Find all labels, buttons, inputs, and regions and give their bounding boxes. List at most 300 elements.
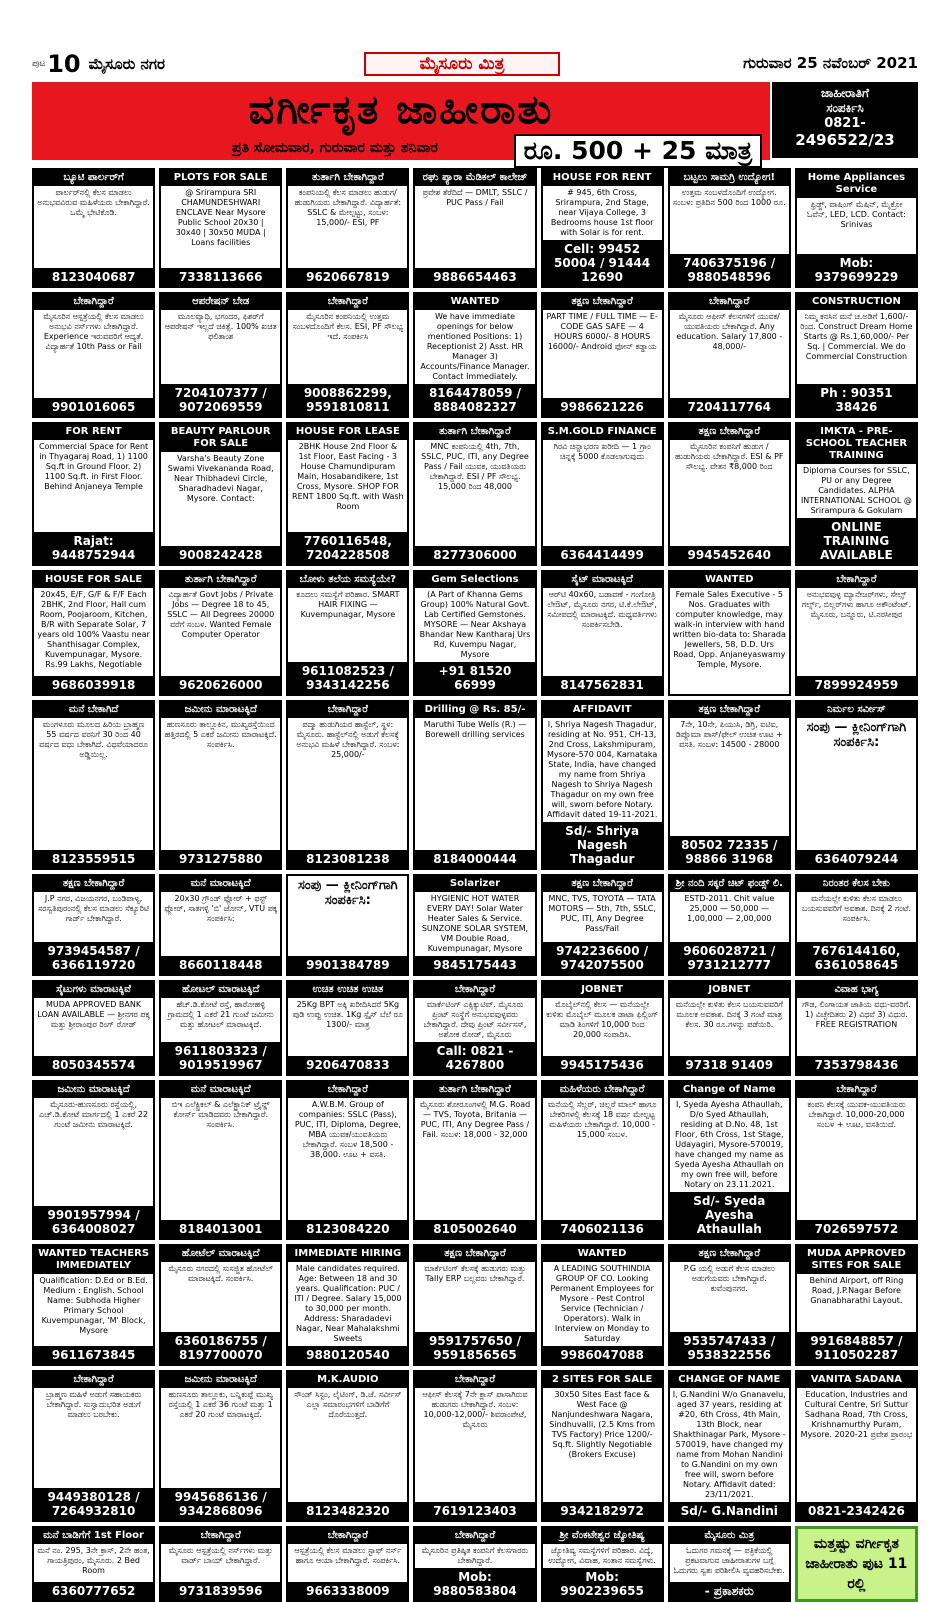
ad-title: ಮನೆ ಮಾರಾಟಕ್ಕಿದೆ: [161, 876, 280, 892]
classified-ad: [668, 570, 791, 696]
classified-ad: [795, 570, 918, 696]
ad-phone: 7026597572: [797, 1220, 916, 1238]
classified-ad: [32, 1526, 155, 1602]
ad-body: ಪದ್ಮಾ ಹುಡುಗಿಯರ ಹಾಸ್ಟೆಲ್, ಸ್ಥಳ: ಮೈಸೂರು. ಹಾಸ್ಟೆಲ್‌ನಲ್ಲಿ ಅಡುಗೆ ಕೆಲಸಕ್ಕೆ ಅನುಭವಿ ಮಹಿಳೆ ಬೇಕಾಗಿದ್ದಾರೆ. ಸಂಬಳ: 25,000/-: [296, 720, 400, 759]
ad-body: ಮೈಸೂರು ನಗರದಲ್ಲಿ ಸುಸಜ್ಜಿತ ಹೋಟೆಲ್ ಮಾರಾಟಕ್ಕಿದೆ. ಸಂಪರ್ಕಿಸಿ.: [168, 1264, 273, 1283]
ad-body: @ Srirampura SRI CHAMUNDESHWARI ENCLAVE Near Mysore Public School 20x30 | 30x40 | 30x50 MUDA | Loans facilities: [175, 188, 266, 247]
classified-ad: [541, 1370, 664, 1522]
ad-phone: 7899924959: [797, 676, 916, 694]
ad-title: ಬೇಕಾಗಿದ್ದಾರೆ: [415, 1528, 534, 1544]
ad-phone: 9620667819: [288, 268, 407, 286]
ad-body: ಹೆಚ್.ಡಿ.ಕೋಟೆ ರಸ್ತೆ, ಹಾರೋಹಳ್ಳಿ ಗ್ರಾಮದಲ್ಲಿ 1 ಎಕರೆ 21 ಗುಂಟೆ ಜಮೀನು ಮತ್ತು ಹೋಟಲ್ ಮಾರಾಟಕ್ಕಿದೆ.: [167, 1000, 274, 1029]
ad-title: ಜಮೀನು ಮಾರಾಟಕ್ಕಿದೆ: [34, 1082, 153, 1098]
ad-phone: Mob: 9902239655: [543, 1568, 662, 1600]
classified-ad: [668, 980, 791, 1076]
ad-title: ಮಹಿಳೆಯರು ಬೇಕಾಗಿದ್ದಾರೆ: [543, 1082, 662, 1098]
ad-body: I, Syeda Ayesha Athaullah, D/o Syed Athaullah, residing at D.No. 48, 1st Floor, 6th Cross, 1st Stage, Udayagiri, Mysore-570019, have changed my name as Syeda Ayesha Athaullah on my own free will, before Notary on 23.11.2021.: [674, 1100, 784, 1189]
ad-body: # 945, 6th Cross, Srirampura, 2nd Stage, near Vijaya College, 3 Bedrooms house 1st floor with Solar is for rent.: [550, 188, 654, 237]
ad-phone: Sd/- Shriya Nagesh Thagadur: [543, 822, 662, 868]
ad-body: ಆಸ್ಪತ್ರೆಯಲ್ಲಿ ಕೆಲಸ ಮಾಡಲು ಸ್ಟಾಫ್ ನರ್ಸ್ ಹಾಗೂ ಆಯಾ ಬೇಕಾಗಿದ್ದಾರೆ. ಸಂಪರ್ಕಿಸಿ.: [294, 1546, 402, 1565]
ad-body: ಕಂಪನಿಯಲ್ಲಿ ಕೆಲಸ ಮಾಡಲು ಹುಡುಗ/ಹುಡುಗಿಯರು ಬೇಕಾಗಿದ್ದಾರೆ. ವಿದ್ಯಾರ್ಹತೆ: SSLC & ಮೇಲ್ಪಟ್ಟು, ಸಂಬಳ: 15,000/- ESI, PF: [294, 188, 402, 227]
ad-title: BEAUTY PARLOUR FOR SALE: [161, 424, 280, 452]
ad-title: CHANGE OF NAME: [670, 1372, 789, 1388]
ad-body: MNC ಕಂಪನಿಯಲ್ಲಿ 4th, 7th, SSLC, PUC, ITI, any Degree Pass / Fail ಯುವಕ, ಯುವತಿಯರು ಬೇಕಾಗಿದ್ದಾರೆ. ESI / PF ಸೌಲಭ್ಯ. 15,000 ರಿಂದ 48,000: [421, 442, 529, 491]
classified-ad: [32, 700, 155, 870]
ad-title: ಸೈಟುಗಳು ಮಾರಾಟಕ್ಕಿವೆ: [34, 982, 153, 998]
ad-phone: 6364079244: [797, 850, 916, 868]
ad-body: ಮೈಸೂರು ಶೋರೂಂಗಳಲ್ಲಿ M.G. Road — TVS, Toyota, Britania — PUC, ITI, Any Degree Pass / Fail. ಸಂಬಳ: 18,000 - 32,000: [419, 1100, 531, 1139]
ad-title: ಬೇಕಾಗಿದ್ದಾರೆ: [797, 1082, 916, 1098]
ad-phone: 9945175436: [543, 1056, 662, 1074]
ad-body: ಮನೆ ನಂ. 295, 3ನೇ ಕ್ರಾಸ್, 2ನೇ ಹಂತ, ಗಾಯತ್ರಿಪುರಂ, ಮೈಸೂರು. 2 Bed Room: [37, 1546, 150, 1575]
classified-ad: [286, 1080, 409, 1240]
ad-body: ಮೈಸೂರು-ಹುಣಸೂರು ರಸ್ತೆಯಲ್ಲಿ, ಎಚ್.ಡಿ.ಕೋಟೆ ಮಾರ್ಗದಲ್ಲಿ 1 ಎಕರೆ 22 ಗುಂಟೆ ಜಮೀನು ಮಾರಾಟಕ್ಕಿದೆ.: [39, 1100, 149, 1129]
classified-ad: [32, 292, 155, 418]
ad-title: ವಿವಾಹ ಭಾಗ್ಯ: [797, 982, 916, 998]
ad-title: ತುರ್ತಾಗಿ ಬೇಕಾಗಿದ್ದಾರೆ: [161, 572, 280, 588]
ad-title: Solarizer: [415, 876, 534, 892]
ad-title: ಬೇಕಾಗಿದ್ದಾರೆ: [34, 1372, 153, 1388]
ad-title: ಮನೆ ಬೇಕಾಗಿದೆ: [34, 702, 153, 718]
ad-phone: 9591757650 / 9591856565: [415, 1332, 534, 1364]
ad-title: S.M.GOLD FINANCE: [543, 424, 662, 440]
ad-body: ಸೌಂಡ್ ಸಿಸ್ಟಂ, ಲೈಟಿಂಗ್, ಡಿ.ಜೆ. ಸರ್ವೀಸ್ ಎಲ್ಲಾ ಸಮಾರಂಭಗಳಿಗೆ ಬಾಡಿಗೆಗೆ ದೊರೆಯುತ್ತದೆ.: [294, 1390, 402, 1419]
ad-phone: 9611673845: [34, 1346, 153, 1364]
classified-ad: [413, 874, 536, 976]
ad-title: HOUSE FOR RENT: [543, 170, 662, 186]
ad-phone: Sd/- Syeda Ayesha Athaullah: [670, 1192, 789, 1238]
ad-title: Gem Selections: [415, 572, 534, 588]
ad-body: ಓದುಗರ ಗಮನಕ್ಕೆ — ಪತ್ರಿಕೆಯಲ್ಲಿ ಪ್ರಕಟವಾಗುವ ಜಾಹೀರಾತುಗಳ ಬಗ್ಗೆ ಓದುಗರು ಸ್ವತಃ ಪರಿಶೀಲಿಸಿ ವ್ಯವಹರಿಸಬೇಕು.: [673, 1546, 785, 1575]
ad-body: ಮನೆಯಲ್ಲಿ ಸೆಲ್ಲರ್, ಚಿಲ್ಲರೆ ಮಾಲ್ ಹಾಗೂ ಬೇಕರಿಗಳಲ್ಲಿ ಕೆಲಸಕ್ಕೆ 18 ವರ್ಷ ಮೇಲ್ಪಟ್ಟ ಮಹಿಳೆಯರು ಬೇಕಾಗಿದ್ದಾರೆ. 10,000 - 15,000 ಸಂಬಳ.: [547, 1100, 657, 1139]
ad-title: ಬೇಕಾಗಿದ್ದಾರೆ: [415, 1372, 534, 1388]
classified-ad: [32, 422, 155, 566]
ad-contact-box: [772, 82, 918, 158]
ad-phone: 9886654463: [415, 268, 534, 286]
ad-body: ಉತ್ತಮ ಸಂಬಳದೊಂದಿಗೆ ಉದ್ಯೋಗ. ಸಂಬಳ: ಪ್ರತಿದಿನ 500 ರಿಂದ 1000 ರೂ.: [672, 188, 786, 207]
ad-title: ಬೇಕಾಗಿದ್ದಾರೆ: [288, 294, 407, 310]
ad-phone: Mob: 9880583804: [415, 1568, 534, 1600]
classified-ad: [413, 570, 536, 696]
ad-body: ಜ್ಯೋತಿಷ್ಯ ಸಮಸ್ಯೆಗಳಿಗೆ ಪರಿಹಾರ. ವಿದ್ಯೆ, ಉದ್ಯೋಗ, ವಿವಾಹ, ಸಂತಾನ ಸಮಸ್ಯೆಗಳು.: [548, 1546, 656, 1565]
ad-title: ಆಪರೇಷನ್ ಬೇಡ: [161, 294, 280, 310]
ad-phone: 6360777652: [34, 1582, 153, 1600]
classified-ad: [413, 1244, 536, 1366]
ad-body: ಹುಣಸೂರು ತಾಲ್ಲೂಕು, ಬನ್ನಿಕುಪ್ಪೆ ಮುಖ್ಯ ರಸ್ತೆಯಲ್ಲಿ 1 ಎಕರೆ 36 ಗುಂಟೆ ಮತ್ತು 1 ಎಕರೆ 20 ಗುಂಟೆ ಮಾರಾಟಕ್ಕಿದೆ.: [168, 1390, 274, 1419]
ad-title: ಬೇಕಾಗಿದ್ದಾರೆ: [670, 294, 789, 310]
ad-title: ರಘು ಪ್ಯಾರಾ ಮೆಡಿಕಲ್ ಕಾಲೇಜ್: [415, 170, 534, 186]
ad-title: ತಕ್ಷಣ ಬೇಕಾಗಿದ್ದಾರೆ: [543, 294, 662, 310]
ad-body: ಮನೆಯಲ್ಲೇ ಕುಳಿತು ಕೆಲಸ ಮಾಡಲು ಬಯಸುವವರಿಗೆ ಅವಕಾಶ. ದಿನಕ್ಕೆ 2 ಗಂಟೆ. ಸಂಪರ್ಕಿಸಿ.: [801, 894, 912, 923]
ad-title: ಹೋಟಲ್ ಮಾರಾಟಕ್ಕಿದೆ: [161, 982, 280, 998]
ad-body: 20x30 ಗ್ರೌಂಡ್ ಫ್ಲೋರ್ + ಫಸ್ಟ್ ಫ್ಲೋರ್, ಸಾತಗಳ್ಳಿ 'ಬಿ' ಜೋನ್, VTU ಪಕ್ಕ ಸಂಪರ್ಕಿಸಿ:: [164, 894, 278, 923]
ad-title: ತಕ್ಷಣ ಬೇಕಾಗಿದ್ದಾರೆ: [34, 876, 153, 892]
ad-title: ಬೇಕಾಗಿದ್ದಾರೆ: [161, 1528, 280, 1544]
classified-ad: [668, 1080, 791, 1240]
issue-date: ಗುರುವಾರ 25 ನವೆಂಬರ್ 2021: [743, 54, 918, 72]
ad-body: ಸಂಪು — ಕ್ಲೀನಿಂಗ್‌ಗಾಗಿ ಸಂಪರ್ಕಿಸಿ:: [806, 720, 907, 750]
ad-phone: 9535747433 / 9538322556: [670, 1332, 789, 1364]
ad-body: ಮೈಸೂರಿನ ಕಂಪನಿಯಲ್ಲಿ ಉತ್ತಮ ಸಂಬಳದೊಂದಿಗೆ ಕೆಲಸ. ESI, PF ಸೌಲಭ್ಯ ಇದೆ. ಸಂಪರ್ಕಿಸಿ: [292, 312, 404, 341]
ad-title: PLOTS FOR SALE: [161, 170, 280, 186]
ad-phone: 7619123403: [415, 1502, 534, 1520]
ad-body: ಪಾರ್ಲರ್‌ನಲ್ಲಿ ಕೆಲಸ ಮಾಡಲು ಅನುಭವವಿರುವ ಮಹಿಳೆಯರು ಬೇಕಾಗಿದ್ದಾರೆ. ಒಮ್ಮೆ ಭೇಟಿಕೊಡಿ.: [37, 188, 150, 217]
ad-title: ತಕ್ಷಣ ಬೇಕಾಗಿದ್ದಾರೆ: [670, 424, 789, 440]
classified-ad: [668, 700, 791, 870]
ad-phone: 7760116548, 7204228508: [288, 532, 407, 564]
classified-ad: [32, 1244, 155, 1366]
ad-body: ನಿಮ್ಮ ಕನಸಿನ ಮನೆ ಚ.ಅಡಿಗೆ 1,600/- ರಿಂದ. Construct Dream Home Starts @ Rs.1,60,000/- Per Sq. | Commercial. We do Commercial Construction: [800, 312, 913, 361]
ad-phone: 80502 72335 / 98866 31968: [670, 836, 789, 868]
ad-phone: 7676144160, 6361058645: [797, 942, 916, 974]
classified-ad: [541, 422, 664, 566]
classified-ad: [32, 874, 155, 976]
ad-phone: 9686039918: [34, 676, 153, 694]
ad-title: ಬೇಕಾಗಿದ್ದಾರೆ: [34, 294, 153, 310]
ad-phone: 9945452640: [670, 546, 789, 564]
ad-body: ಅನುಭವವುಳ್ಳ ಮ್ಯಾನೇಜರ್‌ಗಳು, ಸೇಲ್ಸ್ ಗರ್ಲ್ಸ್, ಬಿಲ್ಲರ್‌ಗಳು ಹಾಗೂ ಅಕೌಂಟೆಂಟ್. ಮೈಸೂರು, ಬನ್ನೂರು, ಟಿ.ನರಸೀಪುರ: [801, 590, 912, 619]
ad-phone: 8660118448: [161, 956, 280, 974]
classified-ad: [541, 1244, 664, 1366]
classified-ad: [413, 168, 536, 288]
ad-body: Commercial Space for Rent in Thyagaraj Road, 1) 1100 Sq.ft in Ground Floor. 2) 1100 Sq.ft. in First Floor. Behind Anjaneya Temple: [38, 442, 149, 491]
ad-title: ತುರ್ತಾಗಿ ಬೇಕಾಗಿದ್ದಾರೆ: [415, 424, 534, 440]
ad-body: ಮಾರ್ಕೆಟಿಂಗ್ ಕೆಲಸಕ್ಕೆ ಹುಡುಗರು ಮತ್ತು Tally ERP ಬಲ್ಲವರು ಬೇಕಾಗಿದ್ದಾರೆ.: [424, 1264, 526, 1283]
ad-phone: 7406375196 / 9880548596: [670, 254, 789, 286]
ad-title: WANTED TEACHERS IMMEDIATELY: [34, 1246, 153, 1274]
ad-body: 30x50 Sites East face & West Face @ Nanjundeshwara Nagara, Sindhuvalli, (2.5 Kms from TVS Factory) Price 1200/-Sq.ft. Slightly Negotiable (Brokers Excuse): [549, 1390, 655, 1459]
classified-ad: [795, 1244, 918, 1366]
classified-ad: [413, 292, 536, 418]
banner-days: ಪ್ರತಿ ಸೋಮವಾರ, ಗುರುವಾರ ಮತ್ತು ಶನಿವಾರ: [232, 140, 438, 156]
ad-phone: Call: 0821 - 4267800: [415, 1042, 534, 1074]
ad-title: Change of Name: [670, 1082, 789, 1098]
ad-phone: 8184000444: [415, 850, 534, 868]
classified-ad: [413, 980, 536, 1076]
ad-body: PART TIME / FULL TIME — E-CODE GAS SAFE — 4 HOURS 6000/- 8 HOURS 16000/- Android ಫೋನ್ ಕಡ್ಡಾಯ: [546, 312, 658, 351]
classified-ad: [159, 1370, 282, 1522]
ad-body: 20x45, E/F, G/F & F/F Each 2BHK, 2nd Floor, Hall cum Room, Poojaroom, Kitchen, B/R with Separate Solar, 7 years old 100% Vaastu near Shanthisagar Complex, Kuvempunagar, Mysore. Rs.99 Lakhs, Negotiable: [37, 590, 150, 669]
ad-body: J.P ನಗರ, ವಿಜಯನಗರ, ಬಂಡಿಪಾಳ್ಯ, ಸರಸ್ವತಿಪುರಂನಲ್ಲಿ ಕೆಲಸ ಮಾಡಲು ಸೆಕ್ಯೂರಿಟಿ ಗಾರ್ಡ್ ಬೇಕಾಗಿದ್ದಾರೆ.: [38, 894, 150, 923]
ad-phone: 9916848857 / 9110502287: [797, 1332, 916, 1364]
classified-ad: [541, 700, 664, 870]
classified-ad: [413, 700, 536, 870]
ad-title: WANTED: [543, 1246, 662, 1262]
ad-phone: 0821-2342426: [797, 1502, 916, 1520]
ad-body: ಮೈಸೂರಿನ ಕಂಪನಿಗೆ ಹುಡುಗ / ಹುಡುಗಿಯರು ಬೇಕಾಗಿದ್ದಾರೆ. ESI & PF ಸೌಲಭ್ಯ. ವೇತನ ₹8,000 ರಿಂದ: [675, 442, 784, 471]
ad-phone: 7204117764: [670, 398, 789, 416]
ad-phone: 8164478059 / 8884082327: [415, 384, 534, 416]
ad-phone: 8105002640: [415, 1220, 534, 1238]
ad-body: ಫ್ರಿಡ್ಜ್, ವಾಷಿಂಗ್ ಮೆಷಿನ್, ಮೈಕ್ರೋ ಓವೆನ್, LED, LCD. Contact: Srinivas: [807, 200, 906, 229]
page-number-box: [32, 50, 165, 78]
classified-ad: [668, 1526, 791, 1602]
classified-ad: [159, 700, 282, 870]
ad-title: ತುರ್ತಾಗಿ ಬೇಕಾಗಿದ್ದಾರೆ: [415, 1082, 534, 1098]
classified-ad: [159, 422, 282, 566]
classified-ad: [159, 1244, 282, 1366]
ad-phone: Mob: 9379699229: [797, 254, 916, 286]
contact-phone: 2496522/23: [795, 131, 895, 149]
classified-ad: [541, 980, 664, 1076]
classified-ad: [413, 1370, 536, 1522]
ad-phone: Rajat: 9448752944: [34, 532, 153, 564]
ad-body: ಆರ್‌ಟಿ 40x60, ಬಡಾವಣೆ - ಗಂಗೋತ್ರಿ ಲೇಔಟ್, ಮೈಸೂರು ನಗರ, ಟಿ.ಕೆ.ಲೇಔಟ್, ಸಮೀಪದಲ್ಲಿ ಮಾರಾಟಕ್ಕಿದೆ. ಮಧ್ಯವರ್ತಿಗಳು ಸಂಪರ್ಕಿಸಬೇಡಿ.: [547, 590, 657, 629]
ad-body: ಮನೆಯಲ್ಲೇ ಕುಳಿತು ಕೆಲಸ ಬಯಸುವವರಿಗೆ ಮೂಲಕ ಅವಕಾಶ. ದಿನಕ್ಕೆ 3 ಗಂಟೆ ಮಾತ್ರ ಕೆಲಸ. 30 ರೂ.ಗಳನ್ನು ಪಡೆಯಿರಿ.: [675, 1000, 783, 1029]
ad-body: ಪ್ರವೇಶ ತೆರೆದಿದೆ — DMLT, SSLC / PUC Pass / Fail: [422, 188, 528, 207]
ad-body: Education, Industries and Cultural Centre, Sri Suttur Sadhana Road, 7th Cross, Krishnamurthy Puram, Mysore. 2020-21 ಪ್ರವೇಶ ಪ್ರಾರಂಭ: [800, 1390, 913, 1439]
ad-body: ಸಂಪು — ಕ್ಲೀನಿಂಗ್‌ಗಾಗಿ ಸಂಪರ್ಕಿಸಿ:: [298, 878, 398, 908]
classified-ad: [159, 1526, 282, 1602]
ad-title: 2 SITES FOR SALE: [543, 1372, 662, 1388]
ad-phone: 9731839596: [161, 1582, 280, 1600]
ad-body: ಮೂಲವ್ಯಾಧಿ, ಭಗಂದರ, ಫಿಶರ್‌ಗೆ ಆಪರೇಷನ್ ಇಲ್ಲದೆ ಚಿಕಿತ್ಸೆ. 100% ಖಚಿತ ಫಲಿತಾಂಶ: [164, 312, 277, 341]
ad-title: ಜಮೀನು ಮಾರಾಟಕ್ಕಿದೆ: [161, 1372, 280, 1388]
ad-phone: Cell: 99452 50004 / 91444 12690: [543, 240, 662, 286]
ad-phone: 9986047088: [543, 1346, 662, 1364]
classified-ad: [795, 1370, 918, 1522]
ad-phone: 9008242428: [161, 546, 280, 564]
ad-body: ಕಂಪನಿ ಕೆಲಸಕ್ಕೆ ಯುವಕ-ಯುವತಿಯರು ಬೇಕಾಗಿದ್ದಾರೆ. 10,000-20,000 ಸಂಬಳ + ಊಟ, ವಸತಿಯಿದೆ.: [807, 1100, 906, 1129]
page-header: [32, 50, 918, 80]
ad-phone: 97318 91409: [670, 1056, 789, 1074]
ad-title: ಬೇಕಾಗಿದ್ದಾರೆ: [288, 1082, 407, 1098]
ad-phone: 8277306000: [415, 546, 534, 564]
ad-phone: 9606028721 / 9731212777: [670, 942, 789, 974]
ad-body: ಗಿರವಿ ಚಿನ್ನಾಭರಣ ಖರೀದಿ — 1 ಗ್ರಾಂ ಚಿನ್ನಕ್ಕೆ 5000 ಕೊಡಲಾಗುವುದು: [553, 442, 651, 461]
ad-phone: 7353798436: [797, 1056, 916, 1074]
classified-ad: [32, 1370, 155, 1522]
classified-ad: [541, 1526, 664, 1602]
ad-body: (A Part of Khanna Gems Group) 100% Natural Govt. Lab Certified Gemstones. MYSORE — Near Akshaya Bhandar New Kantharaj Urs Rd, Kuvempu Nagar, Mysore: [419, 590, 531, 659]
classified-banner: [32, 82, 770, 165]
ad-body: ESTD-2011. Chit value 25,000 — 50,000 — 1,00,000 — 2,00,000: [684, 894, 775, 923]
ad-phone: 9739454587 / 6366119720: [34, 942, 153, 974]
ad-title: WANTED: [670, 572, 789, 588]
classified-ad: [795, 292, 918, 418]
ad-phone: 8050345574: [34, 1056, 153, 1074]
ad-body: ಮೈಸೂರಿನ ಪ್ರತಿಷ್ಠಿತ ಕಂಪನಿಗೆ ಕೆಲಸಗಾರರು ಬೇಕಾಗಿದ್ದಾರೆ.: [421, 1546, 529, 1565]
ad-phone: 9620626000: [161, 676, 280, 694]
ad-body: I, G.Nandini W/o Gnanavelu, aged 37 years, residing at #20, 6th Cross, 4th Main, 13th Block, near Shakthinagar Park, Mysore - 570019, have changed my name from Mohan Nandini to G.Nandini on my own free will, sworn before Notary. Affidavit dated: 23/11/2021.: [672, 1390, 786, 1499]
ad-title: ಸೈಟ್ ಮಾರಾಟಕ್ಕಿದೆ: [543, 572, 662, 588]
classified-ad: [795, 1080, 918, 1240]
ad-phone: 9742236600 / 9742075500: [543, 942, 662, 974]
ad-title: JOBNET: [670, 982, 789, 998]
ad-title: Drilling @ Rs. 85/-: [415, 702, 534, 718]
classified-ad: [159, 980, 282, 1076]
ad-body: ಮಂಗಳೂರು ಮೂಲದ ಹಿರಿಯ ಬ್ರಾಹ್ಮಣ 55 ವರ್ಷದ ವರನಿಗೆ 30 ರಿಂದ 40 ವರ್ಷದ ವಧು ಬೇಕಾಗಿದೆ. ವಿಧವೆಯಾದರೂ ಅಡ್ಡಿಯಿಲ್ಲ.: [39, 720, 149, 759]
ad-title: VANITA SADANA: [797, 1372, 916, 1388]
ad-phone: 6364414499: [543, 546, 662, 564]
ad-phone: 9449380128 / 7264932810: [34, 1488, 153, 1520]
ad-phone: 7204107377 / 9072069559: [161, 384, 280, 416]
classified-ad: [286, 1244, 409, 1366]
classified-ad: [541, 292, 664, 418]
ad-body: Diploma Courses for SSLC, PU or any Degree Candidates. ALPHA INTERNATIONAL SCHOOL @ Srirampura & Gokulam: [800, 466, 912, 515]
ad-body: Male candidates required. Age: Between 18 and 30 years. Qualification: PUC / ITI / Degree. Salary 15,000 to 30,000 per month. Address: Sharadadevi Nagar, Near Mahalakshmi Sweets: [294, 1264, 402, 1343]
ad-title: ತುರ್ತಾಗಿ ಬೇಕಾಗಿದ್ದಾರೆ: [288, 170, 407, 186]
ad-body: ಗೌಡ, ಲಿಂಗಾಯತ ಜಾತಿಯ ವಧು-ವರರಿಗೆ. 1) ವಿಚ್ಛೇದಿತರು 2) ವಿಧವೆ 3) ವಿಧುರ. FREE REGISTRATION: [802, 1000, 911, 1029]
ad-title: ಜಮೀನು ಮಾರಾಟಕ್ಕಿದೆ: [161, 702, 280, 718]
ad-phone: 7338113666: [161, 268, 280, 286]
ad-title: AFFIDAVIT: [543, 702, 662, 718]
classified-ad: [413, 422, 536, 566]
classified-ad: [795, 980, 918, 1076]
ad-title: IMMEDIATE HIRING: [288, 1246, 407, 1262]
page-label: ಪುಟ: [32, 59, 46, 69]
ad-phone: Sd/- G.Nandini: [670, 1502, 789, 1520]
city-name: ಮೈಸೂರು ನಗರ: [88, 55, 165, 73]
ad-body: ಮೈಸೂರು ಆಸ್ಪತ್ರೆಯಲ್ಲಿ ನರ್ಸ್‌ಗಳು ಮತ್ತು ವಾರ್ಡ್ ಬಾಯ್ ಬೇಕಾಗಿದ್ದಾರೆ.: [168, 1546, 273, 1565]
ad-title: ಶ್ರೀ ವೆಂಕಟೇಶ್ವರ ಜ್ಯೋತಿಷ್ಯ: [543, 1528, 662, 1544]
ad-title: ನಿರ್ಮಲ ಸರ್ವೀಸ್: [797, 702, 916, 718]
ad-phone: 6360186755 / 8197700070: [161, 1332, 280, 1364]
classified-ad: [286, 168, 409, 288]
ad-body: I, Shriya Nagesh Thagadur, residing at No. 951, CH-13, 2nd Cross, Lakshmipuram, Mysore-570 004, Karnataka State, India, have changed my name from Shriya Nagesh to Shriya Nagesh Thagadur on my own free will, sworn before Notary. Affidavit dated 19-11-2021.: [546, 720, 658, 819]
classified-ad: [286, 1370, 409, 1522]
ad-body: P.G ಯಲ್ಲಿ ಅಡುಗೆ ಕೆಲಸ ಮಾಡಲು ಅಡುಗೆಯವರು ಬೇಕಾಗಿದ್ದಾರೆ. ಕುವೆಂಪುನಗರ.: [683, 1264, 775, 1293]
ad-body: HYGIENIC HOT WATER EVERY DAY! Solar Water Heater Sales & Service. SUNZONE SOLAR SYSTEM, VM Double Road, Kuvempunagar, Mysore: [421, 894, 529, 953]
ad-title: ಹೋಟೆಲ್ ಮಾರಾಟಕ್ಕಿದೆ: [161, 1246, 280, 1262]
ad-phone: 9901016065: [34, 398, 153, 416]
ad-phone: Ph : 90351 38426: [797, 384, 916, 416]
continued-notice: ಮತ್ತಷ್ಟು ವರ್ಗೀಕೃತ ಜಾಹೀರಾತು ಪುಟ 11 ರಲ್ಲಿ: [805, 1536, 908, 1592]
ad-body: ಮಾರ್ಕೆಟಿಂಗ್ ಎಕ್ಸಿಕ್ಯುಟಿವ್. ಮೈಸೂರು ಪ್ರಿಂಟ್ ಸಂಸ್ಥೆಗೆ ಅನುಭವವುಳ್ಳವರು ಬೇಕಾಗಿದ್ದಾರೆ. ದೇವು ಪ್ರಿಂಟ್ ಸರ್ವೀಸಸ್, ಅಶೋಕ ರೋಡ್, ಮೈಸೂರು: [423, 1000, 527, 1039]
ad-title: Home Appliances Service: [797, 170, 916, 198]
ad-phone: 7406021136: [543, 1220, 662, 1238]
classified-ad: [286, 700, 409, 870]
classified-ad: [286, 570, 409, 696]
classified-ad: [413, 1526, 536, 1602]
ad-title: ತಕ್ಷಣ ಬೇಕಾಗಿದ್ದಾರೆ: [670, 1246, 789, 1262]
classified-ad: [668, 168, 791, 288]
ad-title: MUDA APPROVED SITES FOR SALE: [797, 1246, 916, 1274]
classified-ad: [795, 168, 918, 288]
ad-title: ಶ್ರೀ ನಂದಿ ಸಕ್ಕರೆ ಚಿಟ್ ಫಂಡ್ಸ್ ಲಿ.: [670, 876, 789, 892]
classified-ads-grid: [32, 168, 918, 1598]
ad-title: CONSTRUCTION: [797, 294, 916, 310]
classified-ad: [795, 874, 918, 976]
ad-title: ಬಟ್ಟಲು ಸಾಮಗ್ರಿ ಉದ್ಯೋಗ!: [670, 170, 789, 186]
ad-body: Maruthi Tube Wells (R.) — Borewell drilling services: [423, 720, 527, 739]
ad-title: ತಕ್ಷಣ ಬೇಕಾಗಿದ್ದಾರೆ: [670, 702, 789, 718]
ad-title: FOR RENT: [34, 424, 153, 440]
classified-ad: [541, 168, 664, 288]
ad-body: Behind Airport, off Ring Road, J.P.Nagar Before Gnanabharathi Layout.: [809, 1276, 904, 1305]
ad-title: ನಿರಂತರ ಕೆಲಸ ಬೇಕು: [797, 876, 916, 892]
classified-ad: [159, 874, 282, 976]
classified-ad: [668, 874, 791, 976]
ad-body: ಮೈಸೂರು ಆಫೀಸ್ ಕೆಲಸಗಳಿಗೆ ಯುವಕ/ಯುವತಿಯರು ಬೇಕಾಗಿದ್ದಾರೆ. Any education. Salary 17,800 - 48,000/-: [676, 312, 783, 351]
classified-ad: [159, 1080, 282, 1240]
ad-body: ಹುಣಸೂರು ತಾಲ್ಲೂಕಿನ, ಮುಖ್ಯರಸ್ತೆಯಿಂದ ಹತ್ತಿರದಲ್ಲಿ 5 ಎಕರೆ ಜಮೀನು ಮಾರಾಟಕ್ಕಿದೆ. ಸಂಪರ್ಕಿಸಿ.: [164, 720, 277, 749]
classified-ad: [541, 570, 664, 696]
classified-ad: [32, 570, 155, 696]
contact-line-1: ಜಾಹೀರಾತಿಗೆ: [821, 86, 869, 100]
ad-title: ಬ್ಯೂಟಿ ಪಾರ್ಲರ್‌ಗೆ: [34, 170, 153, 186]
ad-title: ಬೇಕಾಗಿದ್ದಾರೆ: [288, 702, 407, 718]
ad-phone: 9901384789: [288, 956, 407, 974]
classified-ad: [286, 874, 409, 976]
ad-title: IMKTA - PRE-SCHOOL TEACHER TRAINING: [797, 424, 916, 464]
ad-title: ಬೇಕಾಗಿದ್ದಾರೆ: [797, 572, 916, 588]
ad-phone: 9986621226: [543, 398, 662, 416]
ad-body: MNC, TVS, TOYOTA — TATA MOTORS — 5th, 7th, SSLC, PUC, ITI, Any Degree Pass/Fail: [548, 894, 656, 933]
classified-ad: [159, 292, 282, 418]
classified-ad: [159, 168, 282, 288]
ad-body: A LEADING SOUTHINDIA GROUP OF CO. Looking Permanent Employees for Mysore - Pest Control Service (Technician / Operators). Walk in Interview on Monday to Saturday: [550, 1264, 654, 1343]
ad-body: ಆಫೀಸ್ ಕೆಲಸಕ್ಕೆ 7ನೇ ಕ್ಲಾಸ್ ಪಾಸಾಗಿರುವ ಹುಡುಗರು ಬೇಕಾಗಿದ್ದಾರೆ. ಸಂಬಳ: 10,000-12,000/- ಶಿವರಾಂಪೇಟೆ, ಮೈಸೂರು: [422, 1390, 528, 1429]
ad-phone: 8123559515: [34, 850, 153, 868]
classified-ad: [795, 422, 918, 566]
ad-title: ಉಚಿತ ಉಚಿತ ಉಚಿತ: [288, 982, 407, 998]
classified-ad: [286, 1526, 409, 1602]
ad-phone: +91 81520 66999: [415, 662, 534, 694]
banner-price: ರೂ. 500 + 25 ಮಾತ್ರ: [514, 134, 762, 168]
page-number: 10: [47, 50, 81, 78]
ad-body: ಕೂದಲು ಸಮಸ್ಯೆಗೆ ಪರಿಹಾರ. SMART HAIR FIXING — Kuvempunagar, Mysore: [296, 590, 400, 619]
ad-phone: 9206470833: [288, 1056, 407, 1074]
classified-ad: [32, 168, 155, 288]
ad-title: ಬೇಕಾಗಿದ್ದಾರೆ: [415, 982, 534, 998]
ad-title: ತಕ್ಷಣ ಬೇಕಾಗಿದ್ದಾರೆ: [543, 876, 662, 892]
ad-phone: ONLINE TRAINING AVAILABLE: [797, 518, 916, 564]
classified-ad: [159, 570, 282, 696]
ad-title: ಮೈಸೂರು ಮಿತ್ರ: [670, 1528, 789, 1544]
ad-body: Varsha's Beauty Zone Swami Vivekananda Road, Near Thibhadevi Circle, Sharadhadevi Nagar, Mysore. Contact:: [167, 454, 274, 503]
classified-ad: [32, 1080, 155, 1240]
ad-title: ಮನೆ ಮಾರಾಟಕ್ಕಿದೆ: [161, 1082, 280, 1098]
ad-body: ಮೈಸೂರಿನ ಆಸ್ಪತ್ರೆಯಲ್ಲಿ ಕೆಲಸ ಮಾಡಲು ಅನುಭವಿ ನರ್ಸ್‌ಗಳು ಬೇಕಾಗಿದ್ದಾರೆ. Experience ಇರುವವರಿಗೆ ಆದ್ಯತೆ. ವಿದ್ಯಾರ್ಹತೆ 10th Pass or Fail: [43, 312, 144, 351]
ad-phone: 9611082523 / 9343142256: [288, 662, 407, 694]
classified-ad: [668, 1370, 791, 1522]
ad-title: HOUSE FOR LEASE: [288, 424, 407, 440]
ad-body: We have immediate openings for below mentioned Positions: 1) Receptionist 2) Asst. HR Manager 3) Accounts/Finance Manager. Contact Immediately.: [420, 312, 530, 381]
ad-title: JOBNET: [543, 982, 662, 998]
ad-phone: 9008862299, 9591810811: [288, 384, 407, 416]
ad-body: 7ನೇ, 10ನೇ, ಪಿಯುಸಿ, ಡಿಗ್ರಿ, ಐಟಿಐ, ಡಿಪ್ಲೊಮಾ ಪಾಸ್/ಫೇಲ್ ಉಚಿತ ಊಟ + ವಸತಿ. ಸಂಬಳ: 14500 - 28000: [675, 720, 783, 749]
classified-ad: [286, 422, 409, 566]
ad-body: Female Sales Executive - 5 Nos. Graduates with computer knowledge, may walk-in interview with hand written bio-data to: Sharada Jewellers, 58, D.D. Urs Road, Opp. Anjaneyaswamy Temple, Mysore.: [672, 590, 786, 669]
ad-title: ಬೋಳು ತಲೆಯ ಸಮಸ್ಯೆಯೇ?: [288, 572, 407, 588]
ad-title: M.K.AUDIO: [288, 1372, 407, 1388]
classified-ad: [413, 1080, 536, 1240]
contact-line-2: ಸಂಪರ್ಕಿಸಿ: [826, 101, 864, 115]
masthead-logo: ಮೈಸೂರು ಮಿತ್ರ: [364, 52, 560, 76]
classified-ad: [668, 292, 791, 418]
ad-body: 2BHK House 2nd Floor & 1st Floor, East Facing - 3 House Chamundipuram Main, Hosabandikere, 1st Cross, Mysore. SHOP FOR RENT 1800 Sq.ft. with Wash Room: [292, 442, 404, 511]
ad-phone: 8147562831: [543, 676, 662, 694]
ad-phone: 9611803323 / 9019519967: [161, 1042, 280, 1074]
ad-title: ತಕ್ಷಣ ಬೇಕಾಗಿದ್ದಾರೆ: [415, 1246, 534, 1262]
classified-ad: [795, 700, 918, 870]
ad-body: ಬ್ರಾಹ್ಮಣ ಮಹಿಳೆ ಅಡುಗೆ ಸಹಾಯಕರು ಬೇಕಾಗಿದ್ದಾರೆ. ಸುಸ್ವಾದುಭರಿತ ಅಡುಗೆ ಮಾಡಲು ಬರಬೇಕು.: [45, 1390, 142, 1419]
ad-body: ಬಿಇ ಎಲೆಕ್ಟ್ರಿಕಲ್ & ಎಲೆಕ್ಟ್ರಾನಿಕ್ ಟ್ರೈನ್ಡ್ ಕೋರ್ಸ್ ಮಾಡಿದವರು ಬೇಕಾಗಿದ್ದಾರೆ. ಸಂಪರ್ಕಿಸಿ.: [171, 1100, 270, 1129]
ad-phone: 8184013001: [161, 1220, 280, 1238]
ad-phone: 9945686136 / 9342868096: [161, 1488, 280, 1520]
ad-phone: 9731275880: [161, 850, 280, 868]
ad-body: A.W.B.M. Group of companies: SSLC (Pass), PUC, ITI, Diploma, Degree, MBA ಯುವಕ/ಯುವತಿಯರು ಬೇಕಾಗಿದ್ದಾರೆ. ಸಂಬಳ 18,500 - 38,000. ಊಟ + ವಸತಿ.: [294, 1100, 401, 1159]
ad-title: ಮನೆ ಬಾಡಿಗೆಗೆ 1st Floor: [34, 1528, 153, 1544]
ad-phone: 8123084220: [288, 1220, 407, 1238]
ad-body: MUDA APPROVED BANK LOAN AVAILABLE — ಶ್ರೀನಗರ ಪಕ್ಕ ಮತ್ತು ಶ್ರೀರಾಂಪುರ ರಿಂಗ್ ರೋಡ್: [37, 1000, 150, 1029]
ad-body: ಮೊಬೈಲ್‌ನಲ್ಲಿ ಕೆಲಸ — ಮನೆಯಲ್ಲೇ ಕುಳಿತು ಮೊಬೈಲ್ ಮೂಲಕ ಡಾಟಾ ಫಿಲ್ಲಿಂಗ್ ಮಾಡಿ ತಿಂಗಳಿಗೆ 10,000 ರಿಂದ 20,000 ಸಂಪಾದಿಸಿ.: [546, 1000, 659, 1039]
ad-phone: 9901957994 / 6364008027: [34, 1206, 153, 1238]
ad-body: Qualification: D.Ed or B.Ed. Medium : English. School Name: Subhoda Higher Primary School Kuvempunagar, 'M' Block, Mysore: [39, 1276, 148, 1335]
ad-phone: 9342182972: [543, 1502, 662, 1520]
classified-ad: [668, 422, 791, 566]
